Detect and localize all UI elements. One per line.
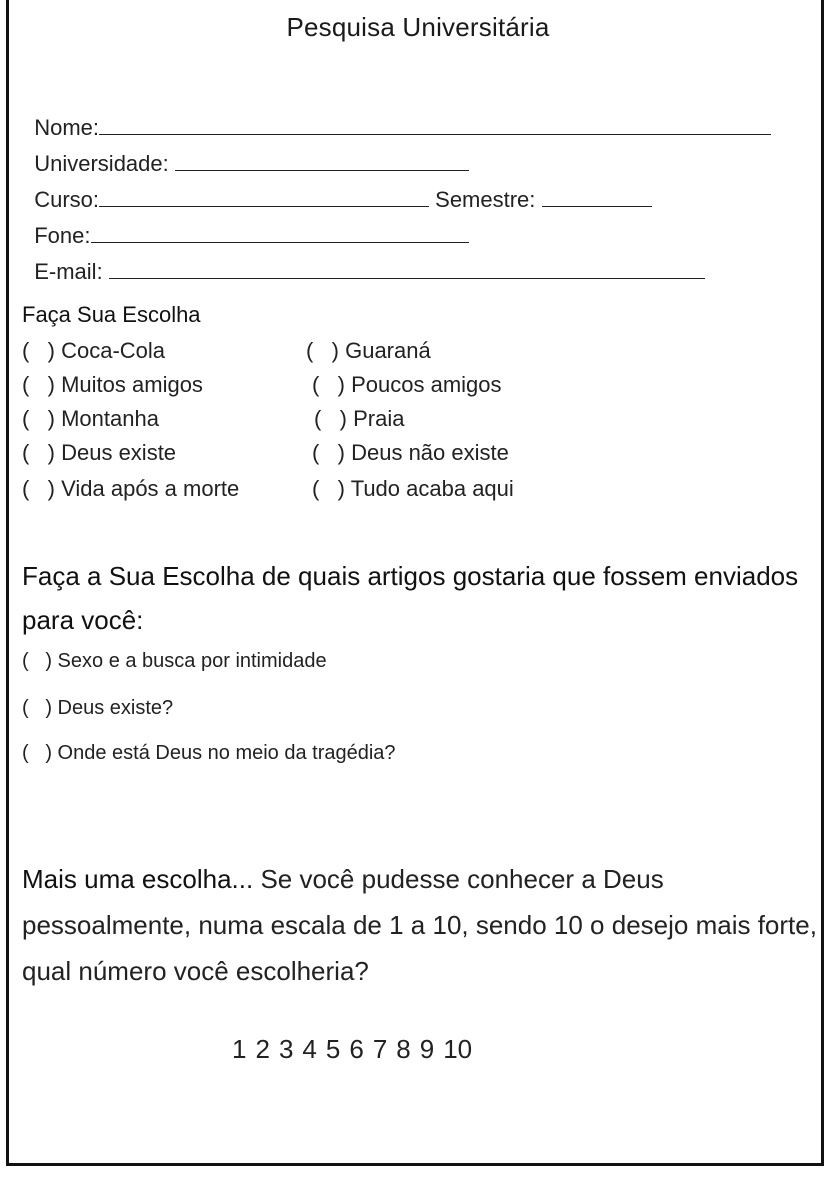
email-row: [22, 232, 705, 285]
option-left-3[interactable]: ( ) Montanha: [22, 406, 159, 431]
scale-option-2[interactable]: 2: [255, 1034, 270, 1064]
option-right-4[interactable]: ( ) Deus não existe: [312, 440, 509, 465]
option-right-3[interactable]: ( ) Praia: [314, 406, 405, 431]
option-left-1[interactable]: ( ) Coca-Cola: [22, 338, 166, 363]
universidade-label: Universidade:: [34, 151, 175, 176]
scale-option-8[interactable]: 8: [396, 1034, 411, 1064]
option-left-2[interactable]: ( ) Muitos amigos: [22, 372, 203, 397]
article-option-2[interactable]: ( ) Deus existe?: [22, 697, 174, 719]
option-right-1[interactable]: ( ) Guaraná: [306, 338, 431, 363]
email-blank[interactable]: [109, 258, 705, 279]
section3-lead: Mais uma escolha...: [22, 864, 254, 894]
email-label: E-mail:: [34, 259, 109, 284]
scale-option-1[interactable]: 1: [232, 1034, 247, 1064]
section3-question: Se você pudesse conhecer a Deus pessoalmente, numa escala de 1 a 10, sendo 10 o desejo mais forte, qual número você escolheria?: [22, 864, 817, 986]
fone-label: Fone:: [34, 223, 91, 248]
page-bottom-strip: [0, 1170, 836, 1180]
page-title: Pesquisa Universitária: [286, 12, 550, 42]
scale-option-10[interactable]: 10: [443, 1034, 473, 1064]
semestre-blank[interactable]: [542, 186, 652, 207]
section3-paragraph: [22, 856, 822, 994]
scale-option-9[interactable]: 9: [419, 1034, 435, 1064]
option-right-5[interactable]: ( ) Tudo acaba aqui: [312, 476, 514, 501]
article-option-1[interactable]: ( ) Sexo e a busca por intimidade: [22, 650, 327, 672]
nome-label: Nome:: [34, 115, 100, 140]
scale-option-7[interactable]: 7: [372, 1034, 388, 1064]
article-option-3[interactable]: ( ) Onde está Deus no meio da tragédia?: [22, 742, 396, 764]
semestre-label: Semestre:: [429, 187, 542, 212]
option-right-2[interactable]: ( ) Poucos amigos: [312, 372, 502, 397]
scale-option-3[interactable]: 3: [278, 1034, 294, 1064]
section1-heading: Faça Sua Escolha: [22, 302, 201, 327]
option-left-5[interactable]: ( ) Vida após a morte: [22, 476, 240, 501]
curso-label: Curso:: [34, 187, 100, 212]
section2-heading: Faça a Sua Escolha de quais artigos gostaria que fossem enviados para você:: [22, 561, 799, 635]
scale-option-5[interactable]: 5: [325, 1034, 341, 1064]
scale-option-4[interactable]: 4: [302, 1034, 317, 1064]
option-left-4[interactable]: ( ) Deus existe: [22, 440, 177, 465]
scale-option-6[interactable]: 6: [349, 1034, 364, 1064]
rating-scale: [232, 1034, 481, 1065]
